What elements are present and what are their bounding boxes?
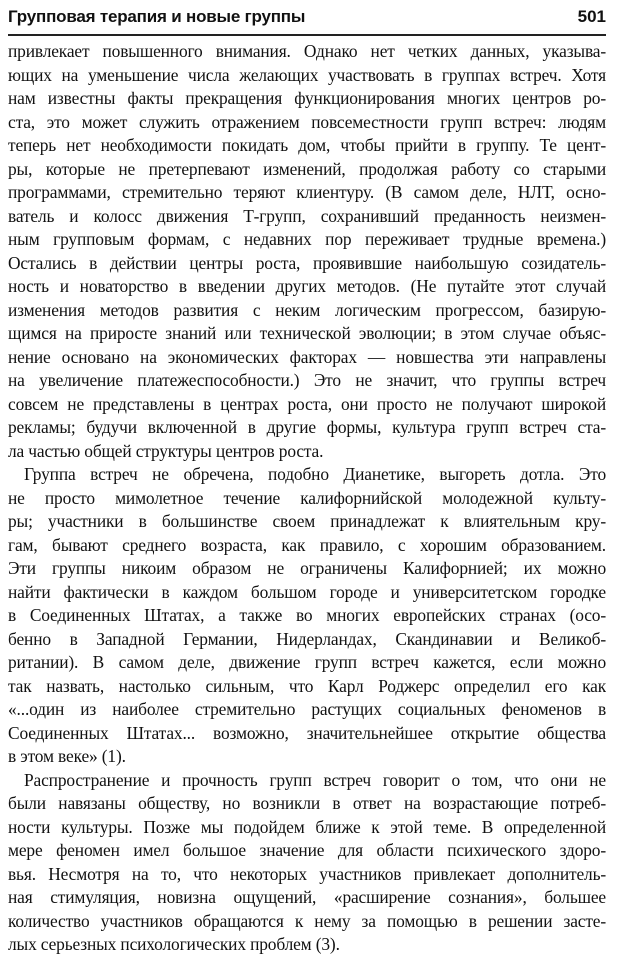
- text-line: изменения методов развития с неким логическим прогрессом, базирую-: [8, 299, 606, 320]
- text-line: ста, это может служить отражением повсеместности групп встреч: людям: [8, 111, 606, 132]
- text-line: привлекает повышенного внимания. Однако нет четких данных, указыва-: [8, 41, 606, 61]
- paragraph: [8, 40, 606, 463]
- paragraph: [8, 769, 606, 957]
- text-line: вья. Несмотря на то, что некоторых участников привлекает дополнитель-: [8, 863, 606, 884]
- text-line: щимся на приросте знаний или технической эволюции; в этом случае объяс-: [8, 323, 606, 343]
- text-line: ющих на уменьшение числа желающих участвовать в группах встреч. Хотя: [8, 64, 606, 85]
- text-line: Распространение и прочность групп встреч говорит о том, что они не: [24, 769, 606, 790]
- text-line: Остались в действии центры роста, проявившие наибольшую созидатель-: [8, 252, 606, 273]
- running-header: [8, 6, 606, 36]
- text-line: найти фактически в каждом большом городе и университетском городке: [8, 581, 606, 602]
- page-number: 501: [577, 7, 606, 26]
- text-line: количество участников обращаются к нему за помощью в решении засте-: [8, 910, 606, 931]
- text-line: Соединенных Штатах... возможно, значительнейшее открытие общества: [8, 722, 606, 743]
- text-line: ватель и колосс движения Т-групп, сохранивший преданность неизмен-: [8, 205, 606, 226]
- text-line: совсем не представлены в центрах роста, они просто не получают широкой: [8, 393, 606, 414]
- text-line: ная стимуляция, новизна ощущений, «расширение сознания», большее: [8, 887, 606, 907]
- text-line: программами, стремительно теряют клиентуру. (В самом деле, НЛТ, осно-: [8, 182, 606, 202]
- text-line: лых серьезных психологических проблем (3).: [8, 934, 340, 954]
- running-title: Групповая терапия и новые группы: [8, 7, 306, 26]
- text-line: нение основано на экономических факторах — новшества эти направлены: [8, 346, 606, 367]
- text-line: теперь нет необходимости покидать дом, чтобы прийти в группу. Те цент-: [8, 135, 606, 155]
- text-line: так назвать, настолько сильным, что Карл Роджерс определил его как: [8, 675, 606, 696]
- text-line: в этом веке» (1).: [8, 746, 126, 766]
- paragraph: [8, 463, 606, 769]
- text-line: ритании). В самом деле, движение групп встреч кажется, если можно: [8, 652, 606, 672]
- body-text: [8, 40, 606, 957]
- text-line: нам известны факты прекращения функционирования многих центров ро-: [8, 88, 606, 108]
- text-line: мере феномен имел большое значение для области психического здоро-: [8, 840, 606, 860]
- text-line: ла частью общей структуры центров роста.: [8, 440, 324, 461]
- text-line: были навязаны обществу, но возникли в ответ на возрастающие потреб-: [8, 793, 606, 813]
- text-line: рекламы; будучи включенной в другие формы, культура групп встреч ста-: [8, 417, 606, 437]
- text-line: «...один из наиболее стремительно растущих социальных феноменов в: [8, 699, 606, 719]
- text-line: ности культуры. Позже мы подойдем ближе к этой теме. В определенной: [8, 816, 606, 837]
- text-line: гам, бывают среднего возраста, как правило, с хорошим образованием.: [8, 534, 606, 555]
- text-line: не просто мимолетное течение калифорнийской молодежной культу-: [8, 487, 606, 508]
- text-line: ность и новаторство в введении других методов. (Не путайте этот случай: [8, 276, 606, 296]
- text-line: ры; участники в большинстве своем принадлежат к влиятельным кру-: [8, 511, 606, 531]
- text-line: в Соединенных Штатах, а также во многих европейских странах (осо-: [8, 605, 606, 625]
- text-line: ным групповым формам, с недавних пор переживает трудные времена.): [8, 229, 606, 249]
- text-line: на увеличение платежеспособности.) Это не значит, что группы встреч: [8, 370, 606, 390]
- text-line: ры, которые не претерпевают изменений, продолжая работу со старыми: [8, 158, 606, 179]
- text-line: бенно в Западной Германии, Нидерландах, Скандинавии и Великоб-: [8, 628, 606, 649]
- text-line: Группа встреч не обречена, подобно Дианетике, выгореть дотла. Это: [24, 464, 606, 484]
- text-line: Эти группы никоим образом не ограничены Калифорнией; их можно: [8, 558, 606, 578]
